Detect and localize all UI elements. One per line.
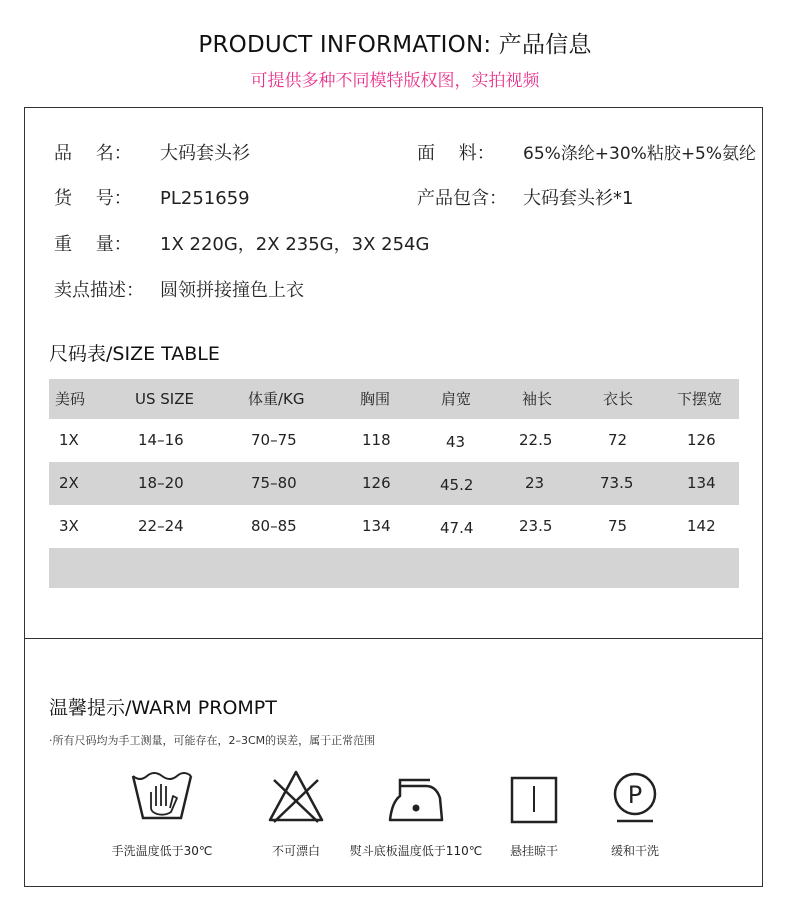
table-cell: 18–20 (138, 474, 184, 492)
no-bleach-icon (266, 768, 326, 826)
info-sku-label: 货 号： (54, 188, 132, 209)
info-selling-value: 圆领拼接撞色上衣 (160, 280, 304, 301)
table-cell: 142 (687, 517, 716, 535)
table-cell: 1X (59, 431, 79, 449)
size-table (49, 379, 739, 588)
table-cell: 2X (59, 474, 79, 492)
hang-dry-icon (509, 768, 559, 826)
table-row (49, 462, 739, 505)
product-info-panel (24, 107, 763, 887)
table-cell: 75–80 (251, 474, 297, 492)
table-cell: 80–85 (251, 517, 297, 535)
table-cell: 23 (525, 474, 545, 492)
iron-icon (386, 768, 446, 826)
warm-prompt-note: ·所有尺码均为手工测量，可能存在，2–3CM的误差，属于正常范围 (49, 734, 376, 747)
table-cell: 23.5 (519, 517, 553, 535)
table-cell: 126 (687, 431, 716, 449)
info-fabric-row (417, 139, 756, 165)
size-table-header-cell: US SIZE (135, 390, 194, 408)
care-label: 悬挂晾干 (509, 844, 559, 858)
size-table-header-cell: 肩宽 (441, 390, 472, 408)
size-table-title: 尺码表/SIZE TABLE (49, 343, 220, 365)
table-cell: 118 (362, 431, 391, 449)
page-subtitle: 可提供多种不同模特版权图，实拍视频 (250, 71, 540, 91)
info-package-label: 产品包含： (417, 188, 507, 209)
size-table-header-cell: 袖长 (522, 390, 553, 408)
section-divider (25, 638, 762, 639)
size-table-header-row (49, 379, 739, 419)
info-selling-label: 卖点描述： (54, 280, 144, 301)
table-cell: 45.2 (440, 476, 474, 494)
care-label: 缓和干洗 (610, 844, 660, 858)
info-weight-value: 1X 220G，2X 235G，3X 254G (160, 234, 430, 255)
table-cell: 22–24 (138, 517, 184, 535)
info-weight-label: 重 量： (54, 234, 132, 255)
table-cell: 22.5 (519, 431, 553, 449)
table-cell: 75 (608, 517, 628, 535)
info-sku-row (54, 184, 250, 210)
info-package-row (417, 184, 633, 210)
info-weight-row (54, 230, 429, 256)
info-package-value: 大码套头衫*1 (523, 188, 634, 209)
table-cell: 126 (362, 474, 391, 492)
info-name-label: 品 名： (54, 143, 132, 164)
info-sku-value: PL251659 (160, 188, 250, 209)
care-item-hang-dry (509, 768, 559, 858)
table-row (49, 505, 739, 548)
care-item-iron (349, 768, 483, 858)
table-cell: 3X (59, 517, 79, 535)
size-table-header-cell: 下摆宽 (677, 390, 723, 408)
table-cell: 134 (687, 474, 716, 492)
table-row-empty (49, 548, 739, 588)
svg-text:P: P (627, 781, 643, 809)
care-label: 熨斗底板温度低于110℃ (349, 844, 483, 858)
info-fabric-value: 65%涤纶+30%粘胶+5%氨纶 (523, 144, 757, 164)
care-item-no-bleach (266, 768, 326, 858)
table-cell: 70–75 (251, 431, 297, 449)
size-table-header-cell: 衣长 (603, 390, 634, 408)
size-table-header-cell: 体重/KG (248, 390, 305, 408)
info-name-value: 大码套头衫 (160, 143, 250, 164)
dry-clean-icon (610, 768, 660, 826)
care-label: 不可漂白 (271, 844, 321, 858)
table-cell: 14–16 (138, 431, 184, 449)
table-cell: 134 (362, 517, 391, 535)
page-title: PRODUCT INFORMATION: 产品信息 (198, 32, 592, 58)
size-table-header-cell: 美码 (55, 390, 86, 408)
info-fabric-label: 面 料： (417, 143, 495, 164)
table-cell: 72 (608, 431, 628, 449)
table-cell: 43 (446, 433, 466, 451)
care-label: 手洗温度低于30℃ (111, 844, 213, 858)
table-cell: 47.4 (440, 519, 474, 537)
care-item-dry-clean (610, 768, 660, 858)
info-selling-row (54, 276, 304, 302)
table-row (49, 419, 739, 462)
size-table-header-cell: 胸围 (360, 390, 391, 408)
table-cell: 73.5 (600, 474, 634, 492)
hand-wash-icon (129, 768, 195, 826)
info-name-row (54, 139, 250, 165)
warm-prompt-title: 温馨提示/WARM PROMPT (49, 697, 277, 719)
care-item-hand-wash (111, 768, 213, 858)
